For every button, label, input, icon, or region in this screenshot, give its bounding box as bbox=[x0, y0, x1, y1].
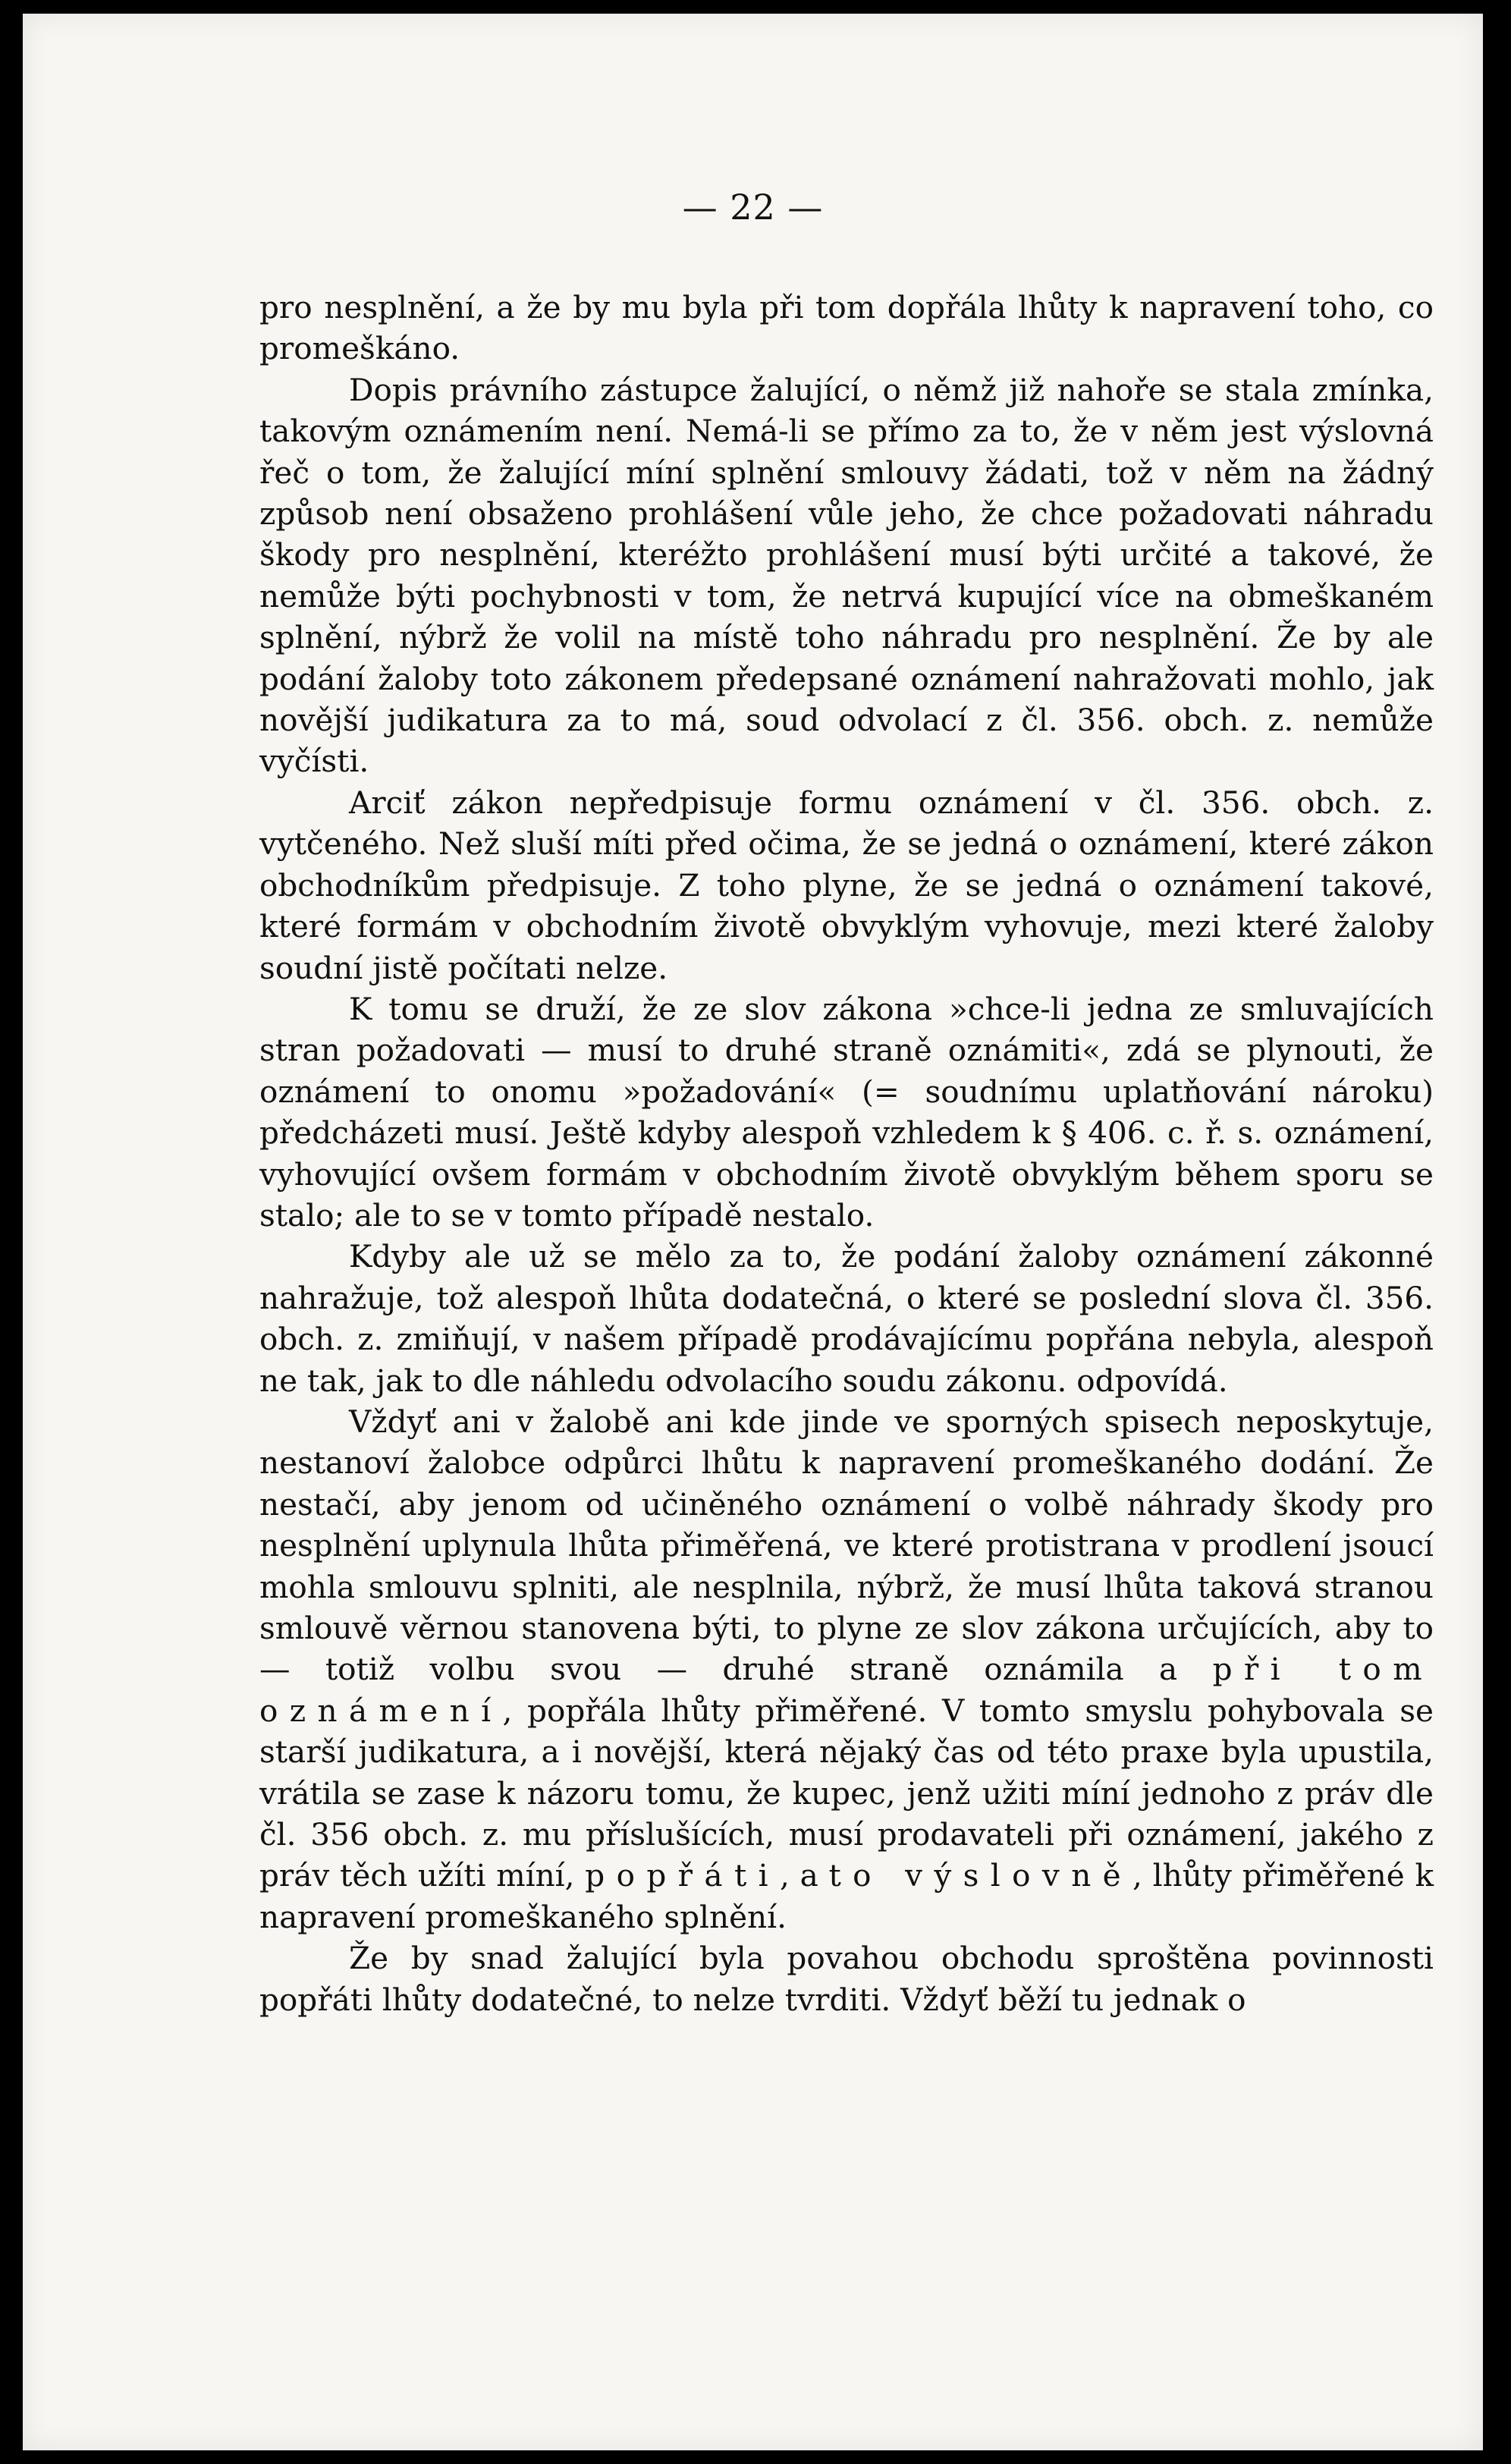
page-number: — 22 — bbox=[682, 187, 824, 228]
paragraph-5 bbox=[259, 1236, 1434, 1401]
paragraph-text: K tomu se druží, že ze slov zákona »chce-li jedna ze smluvajících stran požadovati — musí to druhé straně oznámiti«, zdá se plynouti, že oznámení to onomu »požadování« (= soudnímu uplatňování nároku) předcházeti musí. Ještě kdyby alespoň vzhledem k § 406. c. ř. s. oznámení, vyhovující ovšem formám v obchodním životě obvyklým během sporu se stalo; ale to se v tomto případě nestalo. bbox=[259, 990, 1434, 1234]
paragraph-text: pro nesplnění, a že by mu byla při tom dopřála lhůty k napravení toho, co promeškáno. bbox=[259, 289, 1434, 367]
document-page bbox=[23, 14, 1483, 2450]
paragraph-2 bbox=[259, 369, 1434, 782]
paragraph-6 bbox=[259, 1401, 1434, 1938]
body-text bbox=[259, 287, 1434, 2020]
paragraph-1 bbox=[259, 287, 1434, 369]
paragraph-text: , a bbox=[779, 1857, 829, 1894]
paragraph-4 bbox=[259, 988, 1434, 1236]
paragraph-text: , popřála lhůty přiměřené. V tomto smyslu pohybovala se starší judikatura, a i novější, která nějaký čas od této praxe byla upustila, vrátila se zase k názoru tomu, že kupec, jenž užiti míní jednoho z práv dle čl. 356 obch. z. mu příslušících, musí prodavateli při oznámení, jakého z práv těch užíti míní, bbox=[259, 1692, 1434, 1894]
emphasized-text: popřáti bbox=[585, 1857, 780, 1894]
paragraph-text: Vždyť ani v žalobě ani kde jinde ve sporných spisech neposkytuje, nestanoví žalobce odpůrci lhůtu k napravení promeškaného dodání. Že nestačí, aby jenom od učiněného oznámení o volbě náhrady škody pro nesplnění uplynula lhůta přiměřená, ve které protistrana v prodlení jsoucí mohla smlouvu splniti, ale nesplnila, nýbrž, že musí lhůta taková stranou smlouvě věrnou stanovena býti, to plyne ze slov zákona určujících, aby to — totiž volbu svou — druhé straně oznámila a bbox=[259, 1403, 1434, 1688]
paragraph-text: Kdyby ale už se mělo za to, že podání žaloby oznámení zákonné nahražuje, tož alespoň lhůta dodatečná, o které se poslední slova čl. 356. obch. z. zmiňují, v našem případě prodávajícímu popřána nebyla, alespoň ne tak, jak to dle náhledu odvolacího soudu zákonu. odpovídá. bbox=[259, 1238, 1434, 1399]
emphasized-text: při tom oznámení bbox=[259, 1651, 1434, 1729]
emphasized-text: to výslovně bbox=[828, 1857, 1133, 1894]
paragraph-text: Dopis právního zástupce žalující, o němž již nahoře se stala zmínka, takovým oznámením není. Nemá-li se přímo za to, že v něm jest výslovná řeč o tom, že žalující míní splnění smlouvy žádati, tož v něm na žádný způsob není obsaženo prohlášení vůle jeho, že chce požadovati náhradu škody pro nesplnění, kteréžto prohlášení musí býti určité a takové, že nemůže býti pochybnosti v tom, že netrvá kupující více na obmeškaném splnění, nýbrž že volil na místě toho náhradu pro nesplnění. Že by ale podání žaloby toto zákonem předepsané oznámení nahražovati mohlo, jak novější judikatura za to má, soud odvolací z čl. 356. obch. z. nemůže vyčísti. bbox=[259, 371, 1434, 780]
paragraph-text: Že by snad žalující byla povahou obchodu sproštěna povinnosti popřáti lhůty dodatečné, to nelze tvrditi. Vždyť běží tu jednak o bbox=[259, 1940, 1434, 2018]
paragraph-text: , lhůty přiměřené k napravení promeškaného splnění. bbox=[259, 1857, 1434, 1935]
paragraph-3 bbox=[259, 782, 1434, 988]
paragraph-7 bbox=[259, 1938, 1434, 2020]
paragraph-text: Arciť zákon nepředpisuje formu oznámení v čl. 356. obch. z. vytčeného. Než sluší míti před očima, že se jedná o oznámení, které zákon obchodníkům předpisuje. Z toho plyne, že se jedná o oznámení takové, které formám v obchodním životě obvyklým vyhovuje, mezi které žaloby soudní jistě počítati nelze. bbox=[259, 784, 1434, 986]
